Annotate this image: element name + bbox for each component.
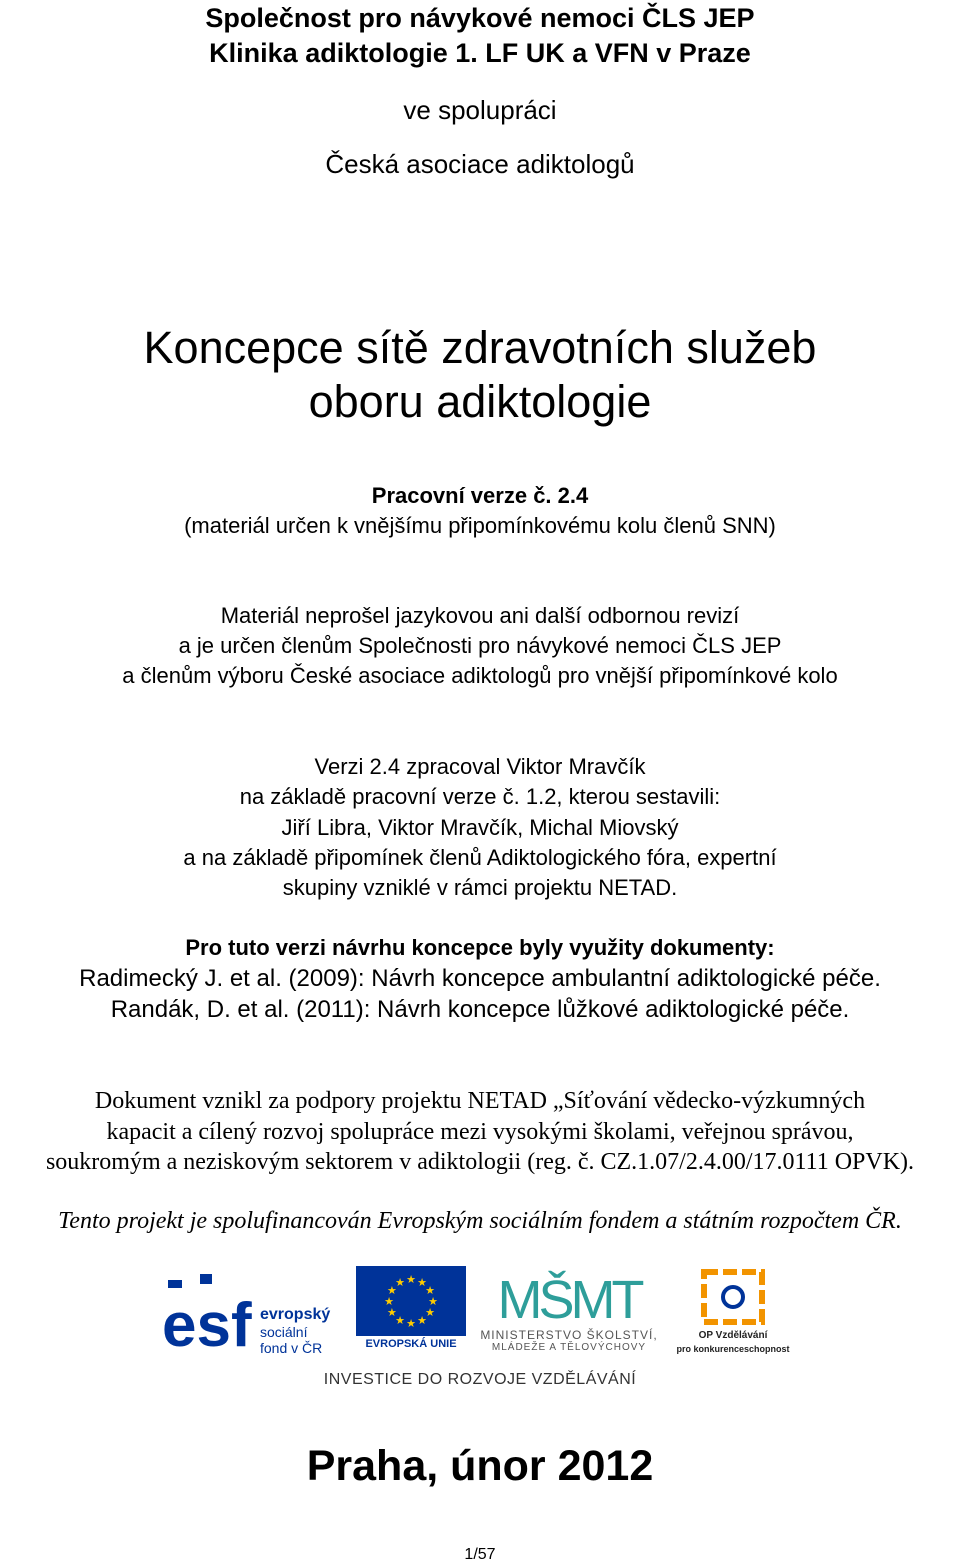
eu-star-icon: ★	[386, 1306, 397, 1319]
eu-star-icon: ★	[406, 1273, 416, 1286]
esf-logo	[160, 1266, 350, 1360]
op-mark-icon	[672, 1266, 794, 1328]
logo-slogan: INVESTICE DO ROZVOJE VZDĚLÁVÁNÍ	[323, 1371, 637, 1388]
esf-line3: fond v ČR	[260, 1340, 323, 1356]
document-title-line2: oboru adiktologie	[308, 376, 652, 427]
eu-star-icon: ★	[417, 1314, 427, 1328]
eu-star-icon: ★	[386, 1284, 397, 1297]
version-note: (materiál určen k vnějšímu připomínkovému kolu členů SNN)	[184, 513, 776, 538]
authors-line: skupiny vzniklé v rámci projektu NETAD.	[282, 875, 678, 900]
page-number: 1/57	[464, 1546, 496, 1563]
op-line2: pro konkurenceschopnost	[676, 1344, 790, 1354]
authors-line: na základě pracovní verze č. 1.2, kterou sestavili:	[239, 784, 721, 809]
eu-star-icon: ★	[395, 1275, 405, 1289]
source-item: Radimecký J. et al. (2009): Návrh koncepce ambulantní adiktologické péče.	[79, 965, 881, 992]
funding-line: kapacit a cílený rozvoj spolupráce mezi vysokými školami, veřejnou správou,	[106, 1119, 854, 1145]
svg-text:MŠMT: MŠMT	[497, 1270, 641, 1326]
authors-line: a na základě připomínek členů Adiktologického fóra, expertní	[183, 845, 777, 870]
society-name: Společnost pro návykové nemoci ČLS JEP	[205, 3, 755, 33]
eu-star-icon: ★	[395, 1314, 405, 1328]
eu-star-icon: ★	[384, 1295, 394, 1308]
msmt-line1: MINISTERSTVO ŠKOLSTVÍ,	[480, 1328, 658, 1342]
esf-mark-text: esf	[162, 1291, 252, 1360]
msmt-logo	[474, 1266, 664, 1360]
eu-flag-icon	[356, 1266, 466, 1336]
document-title-line1: Koncepce sítě zdravotních služeb	[143, 322, 817, 373]
esf-mark-icon	[160, 1266, 260, 1360]
authors-line: Jiří Libra, Viktor Mravčík, Michal Miovský	[281, 815, 679, 840]
eu-star-icon: ★	[425, 1284, 436, 1297]
msmt-line2: MLÁDEŽE A TĚLOVÝCHOVY	[491, 1342, 647, 1353]
funding-line: Dokument vznikl za podpory projektu NETAD „Síťování vědecko-výzkumných	[94, 1088, 866, 1114]
source-item: Randák, D. et al. (2011): Návrh koncepce lůžkové adiktologické péče.	[110, 996, 850, 1023]
cofinancing-statement: Tento projekt je spolufinancován Evropským sociálním fondem a státním rozpočtem ČR.	[58, 1208, 902, 1234]
esf-line2: sociální	[260, 1324, 308, 1340]
disclaimer-line: Materiál neprošel jazykovou ani další odbornou revizí	[220, 603, 740, 628]
esf-line1: evropský	[260, 1306, 331, 1323]
association-name: Česká asociace adiktologů	[325, 149, 635, 179]
eu-label: EVROPSKÁ UNIE	[365, 1338, 457, 1350]
version-label: Pracovní verze č. 2.4	[371, 483, 589, 508]
cooperation-label: ve spolupráci	[403, 95, 557, 125]
authors-line: Verzi 2.4 zpracoval Viktor Mravčík	[314, 754, 646, 779]
place-date: Praha, únor 2012	[306, 1442, 654, 1490]
eu-star-icon: ★	[425, 1306, 436, 1319]
disclaimer-line: a členům výboru České asociace adiktologů pro vnější připomínkové kolo	[122, 663, 838, 688]
disclaimer-line: a je určen členům Společnosti pro návykové nemoci ČLS JEP	[178, 633, 782, 658]
clinic-name: Klinika adiktologie 1. LF UK a VFN v Praze	[209, 38, 751, 68]
eu-logo	[356, 1266, 466, 1356]
sources-heading: Pro tuto verzi návrhu koncepce byly využity dokumenty:	[185, 935, 775, 960]
eu-star-icon: ★	[406, 1317, 416, 1330]
op-line1: OP Vzdělávání	[698, 1330, 768, 1341]
eu-star-icon: ★	[428, 1295, 438, 1308]
op-logo	[672, 1266, 794, 1360]
funding-line: soukromým a neziskovým sektorem v adiktologii (reg. č. CZ.1.07/2.4.00/17.0111 OPVK).	[45, 1149, 915, 1175]
eu-star-icon: ★	[417, 1275, 427, 1289]
msmt-mark-icon	[474, 1266, 664, 1326]
